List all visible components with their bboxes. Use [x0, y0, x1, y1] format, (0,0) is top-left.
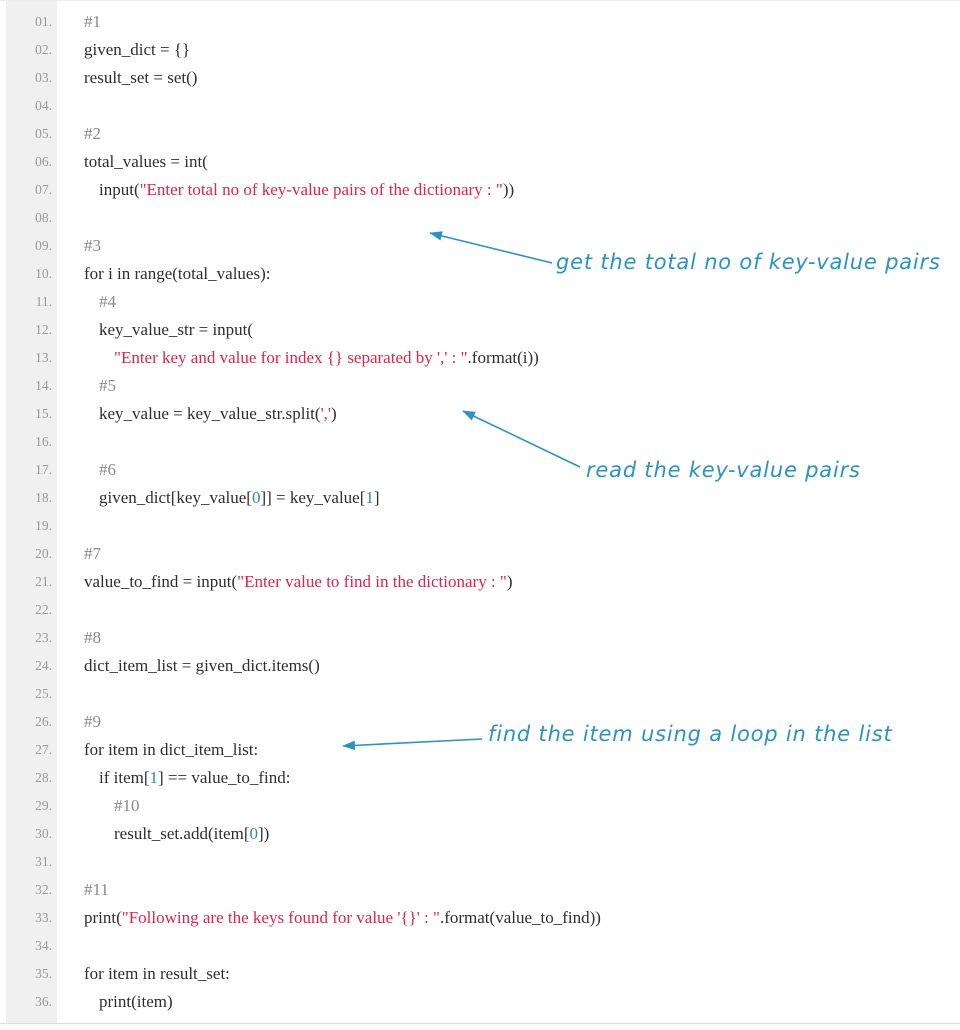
code-text: print("Following are the keys found for value '{}' : ".format(value_to_find)) — [84, 908, 601, 927]
line-number: 14. — [35, 378, 52, 393]
code-text: print(item) — [99, 992, 173, 1011]
line-number: 15. — [35, 406, 52, 421]
code-line — [0, 680, 960, 708]
line-number: 04. — [35, 98, 52, 113]
line-number: 09. — [35, 238, 52, 253]
line-number: 12. — [35, 322, 52, 337]
code-line — [0, 988, 960, 1016]
code-text: #10 — [114, 796, 140, 815]
line-number: 28. — [35, 770, 52, 785]
code-line — [0, 148, 960, 176]
code-text: #2 — [84, 124, 101, 143]
line-number: 23. — [35, 630, 52, 645]
code-line — [0, 400, 960, 428]
code-line — [0, 820, 960, 848]
code-line — [0, 540, 960, 568]
code-text: #5 — [99, 376, 116, 395]
code-line — [0, 288, 960, 316]
line-number: 22. — [35, 602, 52, 617]
line-number: 05. — [35, 126, 52, 141]
code-line — [0, 344, 960, 372]
code-line — [0, 792, 960, 820]
line-number: 11. — [35, 294, 52, 309]
code-line — [0, 176, 960, 204]
line-number: 07. — [35, 182, 52, 197]
code-text: for i in range(total_values): — [84, 264, 271, 283]
code-line — [0, 624, 960, 652]
code-line — [0, 848, 960, 876]
line-number: 20. — [35, 546, 52, 561]
code-line — [0, 512, 960, 540]
line-number: 26. — [35, 714, 52, 729]
code-text: key_value = key_value_str.split(',') — [99, 404, 337, 423]
line-number: 29. — [35, 798, 52, 813]
code-text: given_dict = {} — [84, 40, 191, 59]
line-number: 36. — [35, 994, 52, 1009]
code-line — [0, 204, 960, 232]
code-listing — [0, 1, 960, 1016]
annotation-note: read the key-value pairs — [586, 458, 861, 482]
line-number: 08. — [35, 210, 52, 225]
code-line — [0, 904, 960, 932]
line-number: 06. — [35, 154, 52, 169]
line-number: 01. — [35, 14, 52, 29]
code-text: for item in result_set: — [84, 964, 230, 983]
code-text: value_to_find = input("Enter value to find in the dictionary : ") — [84, 572, 513, 591]
code-text: total_values = int( — [84, 152, 208, 171]
code-line — [0, 932, 960, 960]
code-line — [0, 484, 960, 512]
line-number: 18. — [35, 490, 52, 505]
code-text: "Enter key and value for index {} separated by ',' : ".format(i)) — [114, 348, 539, 367]
line-number: 19. — [35, 518, 52, 533]
code-text: #6 — [99, 460, 116, 479]
annotation-note: get the total no of key-value pairs — [556, 250, 941, 274]
code-text: input("Enter total no of key-value pairs of the dictionary : ")) — [99, 180, 515, 199]
line-number: 02. — [35, 42, 52, 57]
line-number: 10. — [35, 266, 52, 281]
code-line — [0, 64, 960, 92]
line-number: 24. — [35, 658, 52, 673]
code-text: given_dict[key_value[0]] = key_value[1] — [99, 488, 380, 507]
code-line — [0, 92, 960, 120]
code-text: for item in dict_item_list: — [84, 740, 259, 759]
code-text: #4 — [99, 292, 116, 311]
annotation-note: find the item using a loop in the list — [488, 722, 893, 746]
code-text: key_value_str = input( — [99, 320, 254, 339]
code-line — [0, 876, 960, 904]
line-number: 21. — [35, 574, 52, 589]
code-line — [0, 428, 960, 456]
line-number: 27. — [35, 742, 52, 757]
code-line — [0, 764, 960, 792]
line-number: 17. — [35, 462, 52, 477]
code-line — [0, 596, 960, 624]
code-text: result_set.add(item[0]) — [114, 824, 270, 843]
code-text: #8 — [84, 628, 101, 647]
line-number: 13. — [35, 350, 52, 365]
line-number: 35. — [35, 966, 52, 981]
code-text: result_set = set() — [84, 68, 198, 87]
line-number: 34. — [35, 938, 52, 953]
code-text: #3 — [84, 236, 101, 255]
code-text: #9 — [84, 712, 101, 731]
code-text: #1 — [84, 12, 101, 31]
line-number: 16. — [35, 434, 52, 449]
code-text: if item[1] == value_to_find: — [99, 768, 291, 787]
line-number: 32. — [35, 882, 52, 897]
line-number: 03. — [35, 70, 52, 85]
line-number: 30. — [35, 826, 52, 841]
code-line — [0, 372, 960, 400]
code-text: #11 — [84, 880, 109, 899]
code-line — [0, 568, 960, 596]
code-line — [0, 316, 960, 344]
code-line — [0, 960, 960, 988]
line-number: 33. — [35, 910, 52, 925]
line-number: 31. — [35, 854, 52, 869]
code-line — [0, 36, 960, 64]
code-line — [0, 8, 960, 36]
code-line — [0, 120, 960, 148]
line-number: 25. — [35, 686, 52, 701]
code-line — [0, 652, 960, 680]
code-text: #7 — [84, 544, 101, 563]
code-text: dict_item_list = given_dict.items() — [84, 656, 320, 675]
bottom-divider — [0, 1023, 960, 1030]
